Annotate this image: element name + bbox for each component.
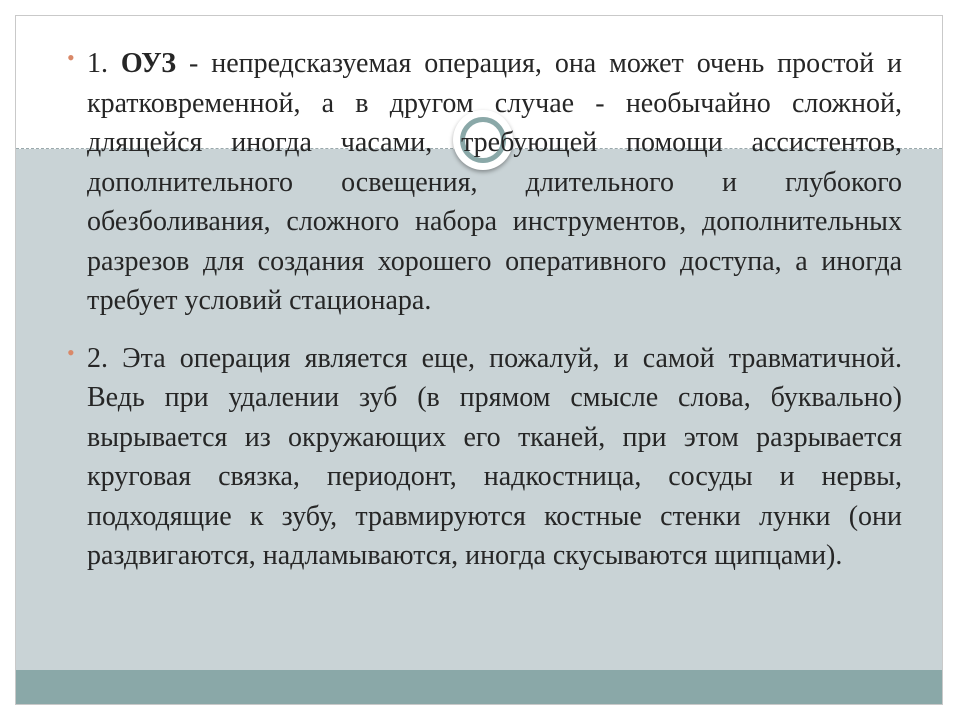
slide-content [67, 44, 902, 594]
bullet-term: ОУЗ [120, 48, 177, 79]
bullet-paragraph [87, 44, 902, 321]
bullet-number: 2. [87, 342, 108, 374]
bullet-text: Эта операция является еще, пожалуй, и самой травматичной. Ведь при удалении зуб (в прямом смысле слова, буквально) вырывается из окружающих его тканей, при этом разрывается круговая связка, периодонт, надкостница, сосуды и нервы, подходящие к зубу, травмируются костные стенки лунки (они раздвигаются, надламываются, иногда скусываются щипцами). [87, 342, 902, 571]
bullet-item-1 [67, 44, 902, 321]
bullet-text: - непредсказуемая операция, она может очень простой и кратковременной, а в другом случае - необычайно сложной, длящейся иногда часами, требующей помощи ассистентов, дополнительного освещения, длительного и глубокого обезболивания, сложного набора инструментов, дополнительных разрезов для создания хорошего оперативного доступа, а иногда требует условий стационара. [87, 48, 902, 316]
bullet-item-2 [67, 339, 902, 576]
bullet-icon: • [67, 45, 75, 70]
bullet-number: 1. [87, 48, 108, 79]
bullet-paragraph [87, 339, 902, 576]
slide-frame [15, 15, 943, 705]
slide-footer-band [16, 670, 942, 704]
bullet-icon: • [67, 339, 75, 365]
